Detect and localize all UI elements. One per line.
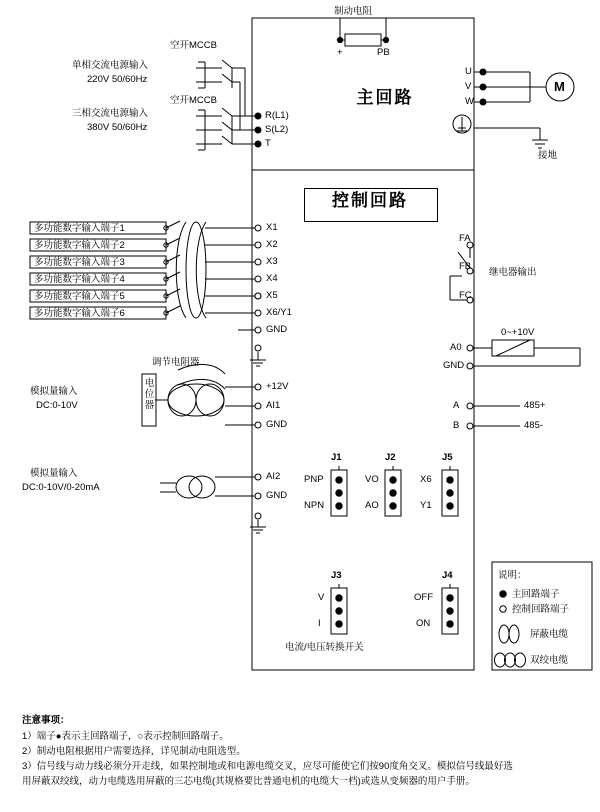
terminal-ai1: AI1: [266, 400, 281, 411]
relay-output-label: 继电器输出: [489, 267, 537, 278]
jumper-j3-label: J3: [331, 570, 342, 581]
terminal-12v: +12V: [266, 381, 289, 392]
analog-input-1-label: 模拟量输入: [30, 386, 78, 397]
analog-input-1-range: DC:0-10V: [36, 400, 78, 411]
jumper-j5-top: X6: [420, 474, 432, 485]
digital-input-label-5: 多功能数字输入端子5: [34, 291, 125, 302]
digital-input-label-1: 多功能数字输入端子1: [34, 223, 125, 234]
digital-input-label-6: 多功能数字输入端子6: [34, 308, 125, 319]
note-line-1: 1）端子●表示主回路端子，○表示控制回路端子。: [22, 731, 229, 742]
note-line-3: 3）信号线与动力线必须分开走线，如果控制地或和电源电缆交叉，应尽可能使它们按90度角交叉。模拟信号线最好选: [22, 761, 513, 772]
main-circuit-title: 主回路: [356, 88, 414, 107]
terminal-u: U: [465, 66, 472, 77]
legend-title: 说明：: [498, 570, 527, 581]
note-line-2: 2）制动电阻根据用户需要选择，详见制动电阻选型。: [22, 746, 246, 757]
jumper-j4-bottom: ON: [416, 618, 431, 629]
jumper-j3-bottom: I: [318, 618, 321, 629]
terminal-t: T: [265, 138, 271, 149]
jumper-j2-label: J2: [385, 452, 396, 463]
terminal-w: W: [465, 96, 474, 107]
terminal-gnd-ai2: GND: [266, 490, 288, 501]
jumper-j1-label: J1: [331, 452, 342, 463]
terminal-x2: X2: [266, 239, 278, 250]
pot-vertical-label: 电位器: [144, 378, 155, 411]
terminal-r: R(L1): [265, 110, 289, 121]
jumper-j5-label: J5: [442, 452, 453, 463]
switch-caption: 电流/电压转换开关: [285, 642, 364, 653]
mccb1-label: 空开MCCB: [170, 40, 217, 51]
pot-label: 调节电阻器: [152, 357, 200, 368]
terminal-fa: FA: [459, 233, 471, 244]
terminal-b-485: B: [453, 420, 460, 431]
single-phase-label-2: 220V 50/60Hz: [87, 74, 148, 85]
terminal-gnd-ao: GND: [443, 360, 465, 371]
brake-resistor-label: 制动电阻: [334, 6, 373, 17]
terminal-v: V: [465, 81, 472, 92]
legend-twisted-cable: 双绞电缆: [530, 655, 569, 666]
single-phase-label-1: 单相交流电源输入: [72, 60, 149, 71]
jumper-j4-label: J4: [442, 570, 453, 581]
note-line-4: 用屏蔽双绞线，动力电缆选用屏蔽的三芯电缆(其规格要比普通电机的电缆大一档)或选从变频器的用户手册。: [22, 776, 475, 787]
notes-block: [22, 714, 578, 790]
digital-input-label-3: 多功能数字输入端子3: [34, 257, 125, 268]
jumper-j1-top: PNP: [304, 474, 324, 485]
digital-input-label-4: 多功能数字输入端子4: [34, 274, 125, 285]
terminal-fc: FC: [459, 290, 472, 301]
terminal-gnd-ai1: GND: [266, 419, 288, 430]
three-phase-label-2: 380V 50/60Hz: [87, 122, 148, 133]
terminal-gnd-digital: GND: [266, 324, 288, 335]
terminal-x4: X4: [266, 273, 278, 284]
ground-label: 接地: [538, 150, 558, 161]
terminal-x5: X5: [266, 290, 278, 301]
ao-range-label: 0~+10V: [501, 327, 535, 338]
three-phase-label-1: 三相交流电源输入: [72, 108, 149, 119]
legend-shield-cable: 屏蔽电缆: [530, 629, 569, 640]
notes-title: 注意事项：: [22, 715, 70, 726]
jumper-j2-top: VO: [365, 474, 379, 485]
terminal-a-485: A: [453, 400, 460, 411]
terminal-x6y1: X6/Y1: [266, 307, 292, 318]
label-485-plus: 485+: [524, 400, 546, 411]
control-circuit-title: 控制回路: [332, 191, 408, 210]
terminal-x3: X3: [266, 256, 278, 267]
label-485-minus: 485-: [524, 420, 544, 431]
brake-pb-label: PB: [377, 47, 390, 58]
legend-control-terminal: 控制回路端子: [512, 604, 570, 615]
jumper-j2-bottom: AO: [365, 500, 379, 511]
digital-input-label-2: 多功能数字输入端子2: [34, 240, 125, 251]
motor-label: M: [554, 79, 565, 94]
terminal-x1: X1: [266, 222, 278, 233]
terminal-a0: A0: [450, 342, 462, 353]
legend-main-terminal: 主回路端子: [512, 589, 560, 600]
mccb2-label: 空开MCCB: [170, 95, 217, 106]
jumper-j5-bottom: Y1: [420, 500, 432, 511]
jumper-j3-top: V: [318, 592, 325, 603]
terminal-ai2: AI2: [266, 471, 281, 482]
jumper-j4-top: OFF: [414, 592, 433, 603]
terminal-s: S(L2): [265, 124, 289, 135]
terminal-fb: FB: [459, 261, 472, 272]
analog-input-2-label: 模拟量输入: [30, 468, 78, 479]
jumper-j1-bottom: NPN: [304, 500, 325, 511]
brake-plus-label: +: [337, 47, 343, 58]
analog-input-2-range: DC:0-10V/0-20mA: [22, 482, 100, 493]
